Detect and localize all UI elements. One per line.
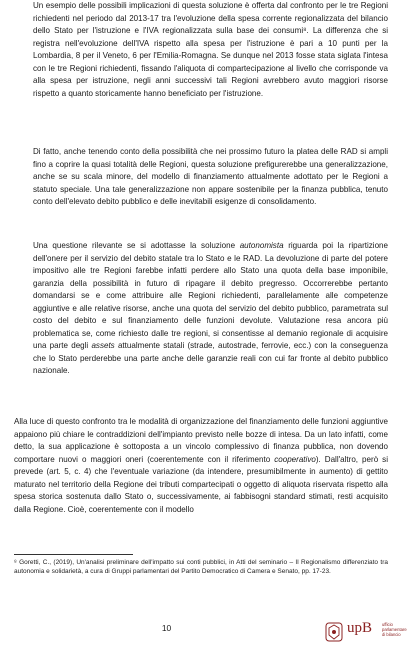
paragraph-1-text: Un esempio delle possibili implicazioni di questa soluzione è offerta dal confronto per le tre Regioni richiedenti nel periodo dal 2013-17 tra l'evoluzione della spesa corrente regionalizzata del bilancio dello Stato per l'istruzione e l'IVA regionalizzata sulla base dei consumi⁸. La differenza che si registra nell'evoluzione dell'IVA rispetto alla spesa per l'istruzione è pari a 10 punti per la Lombardia, 8 per il Veneto, 6 per l'Emilia-Romagna. Se dunque nel 2013 fosse stata siglata l'intesa con le tre Regioni richiedenti, fissando l'aliquota di compartecipazione al livello che corrisponde va alla spesa per istruzione, negli anni successivi tali Regioni avrebbero avuto maggiori risorse rispetto a quanto storicamente hanno beneficiato per l'istruzione. [33, 1, 388, 98]
paragraph-3-text-a: Una questione rilevante se si adottasse la soluzione [33, 241, 240, 250]
paragraph-3 [33, 240, 388, 378]
brand-subtitle-2: parlamentare [382, 626, 407, 632]
paragraph-3-emphasis: autonomista [239, 241, 284, 250]
seal-icon [325, 622, 343, 642]
paragraph-4-text-a: Alla luce di questo confronto tra le modalità di organizzazione del finanziamento delle funzioni aggiuntive appaiono più chiare le contraddizioni dell'impianto previsto nelle bozze di intesa. Da un lato infatti, come detto, la sua applicazione è sottoposta a un vincolo complessivo di finanza pubblica, non dovendo comportare nuovi o maggiori oneri (coerentemente con il riferimento [14, 417, 388, 464]
paragraph-2-text: Di fatto, anche tenendo conto della possibilità che nei prossimo futuro la platea delle RAD si ampli fino a coprire la quasi totalità delle Regioni, questa soluzione prefigurerebbe una generalizzazione, anche se su scala minore, del modello di finanziamento attualmente adottato per le Regioni a statuto speciale. Una tale generalizzazione non appare sostenibile per la finanza pubblica, tenuto conto dell'elevato debito pubblico e delle inevitabili esigenze di consolidamento. [33, 147, 388, 207]
paragraph-3-text-c: attualmente statali (strade, autostrade, ferrovie, ecc.) con la conseguenza che lo Stato perderebbe una parte anche delle garanzie reali con cui far fronte al debito pubblico nazionale. [33, 341, 388, 376]
footnote-separator [14, 554, 133, 555]
paragraph-1 [33, 0, 388, 100]
paragraph-4 [14, 416, 388, 516]
paragraph-3-text-b: riguarda poi la ripartizione dell'onere per il servizio del debito statale tra lo Stato e le RAD. La devoluzione di parte del potere impositivo alle tre Regioni farebbe infatti perdere allo Stato una quota della base imponibile, garanzia della possibilità in futuro di ripagare il debito pregresso. Occorrerebbe pertanto domandarsi se e come attribuire alle Regioni richiedenti, parallelamente alle competenze aggiuntive e alle relative risorse, anche una quota del servizio del debito pubblico, parametrata sul costo del debito e sul finanziamento delle funzioni devolute. Valutazione resa ancora più problematica se, come richiesto dalle tre regioni, si consentisse al demanio regionale di acquisire una parte degli [33, 241, 389, 351]
paragraph-3-emphasis-2: assets [91, 341, 115, 351]
brand-subtitle-1: ufficio [382, 622, 393, 627]
brand-name: upB [347, 620, 373, 636]
page-number: 10 [161, 623, 172, 633]
paragraph-2 [33, 146, 388, 209]
brand-subtitle-3: di bilancio [382, 631, 401, 637]
brand-subtitle [382, 623, 407, 637]
paragraph-4-text-b: ). Dall'altro, però si prevede (art. 5, c. 4) che l'eventuale variazione (da intendere, presumibilmente in aumento) di gettito maturato nel territorio della Regione dei tributi compartecipati o oggetto di aliquota riservata rispetto alla spesa storica sostenuta dallo Stato o, successivamente, ai fabbisogni standard stimati, resti acquisito dalla Regione. Cioè, coerentemente con il modello [14, 454, 388, 514]
footnote: ⁸ Goretti, C., (2019), Un'analisi preliminare dell'impatto sui conti pubblici, in Atti del seminario – Il Regionalismo differenziato tra autonomia e solidarietà, a cura di Gruppi parlamentari del Partito Democratico di Camera e Senato, pp. 17-23. [14, 559, 388, 575]
upb-logo [325, 621, 407, 645]
paragraph-4-emphasis: cooperativo [274, 454, 316, 464]
